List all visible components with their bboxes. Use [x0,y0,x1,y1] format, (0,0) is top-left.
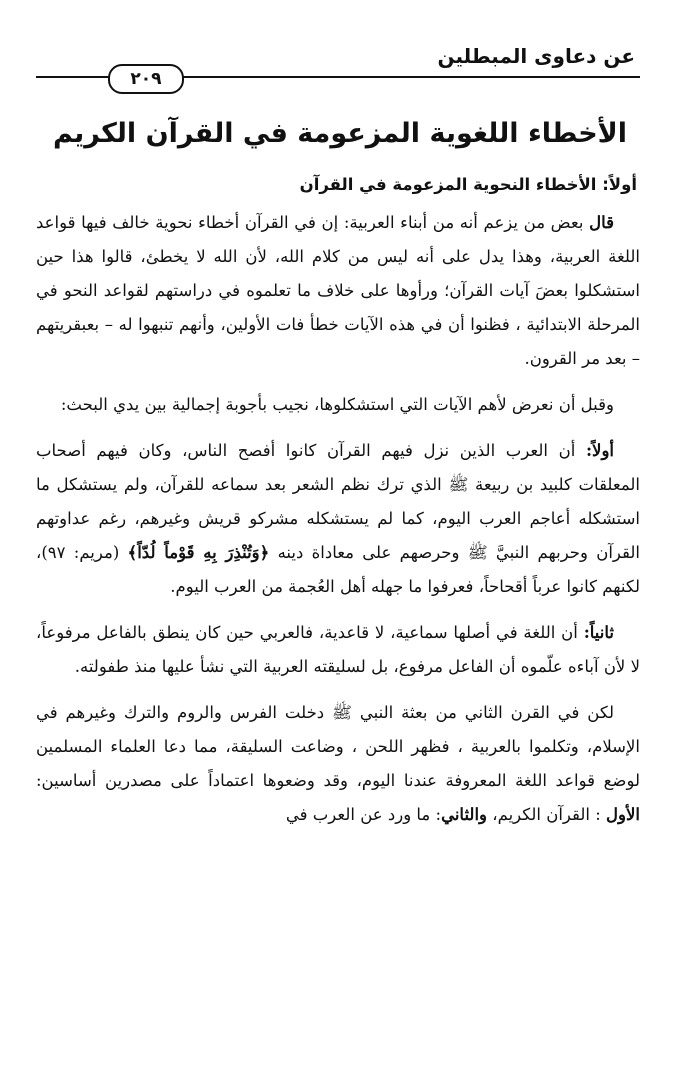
paragraph-3 [36,434,640,604]
paragraph-5-second-label: والثاني [441,805,488,824]
paragraph-2-text: وقبل أن نعرض لأهم الآيات التي استشكلوها، نجيب بأجوبة إجمالية بين يدي البحث: [60,395,614,414]
paragraph-5 [36,696,640,832]
paragraph-5-first-label: الأول [606,805,640,824]
running-header: عن دعاوى المبطلين [437,44,635,68]
paragraph-1-lead: قال [589,213,614,232]
section-heading: أولاً: الأخطاء النحوية المزعومة في القرآن [299,175,637,194]
paragraph-4 [36,616,640,684]
page-number: ٢٠٩ [108,64,184,94]
paragraph-1 [36,206,640,376]
chapter-title: الأخطاء اللغوية المزعومة في القرآن الكريم [52,118,628,149]
paragraph-4-lead: ثانياً: [583,623,614,642]
quran-verse: ﴿وَتُنْذِرَ بِهِ قَوْماً لُدّاً﴾ [127,543,270,562]
paragraph-5-middle: : القرآن الكريم، [487,805,607,824]
paragraph-5-text-before: لكن في القرن الثاني من بعثة النبي ﷺ دخلت الفرس والروم والترك وغيرهم في الإسلام، وتكلموا بالعربية ، فظهر اللحن ، وضاعت السليقة، مما دعا العلماء المسلمين لوضع قواعد اللغة المعروفة عندنا اليوم، وقد وضعوها اعتماداً على مصدرين أساسين: [36,703,640,790]
paragraph-3-text-before: أن العرب الذين نزل فيهم القرآن كانوا أفصح الناس، وكان فيهم أصحاب المعلقات كلبيد بن ربيعة ﷺ الذي ترك نظم الشعر بعد سماعه للقرآن، ولم يستشكل ما استشكله أعاجم العرب اليوم، كما لم يستشكله مشركو قريش وغيرهم، رغم عداوتهم القرآن وحربهم النبيَّ ﷺ وحرصهم على معاداة دينه [36,441,640,562]
paragraph-5-text-after: : ما ورد عن العرب في [285,805,442,824]
paragraph-3-lead: أولاً: [585,441,614,460]
paragraph-4-text: أن اللغة في أصلها سماعية، لا قاعدية، فالعربي حين كان ينطق بالفاعل مرفوعاً، لا لأن آباءه علّموه أن الفاعل مرفوع، بل لسليقته العربية التي نشأ عليها منذ طفولته. [36,623,640,676]
paragraph-3-text-after: (مريم: ٩٧)، لكنهم كانوا عرباً أقحاحاً، فعرفوا ما جهله أهل العُجمة من العرب اليوم. [36,543,640,596]
paragraph-2 [36,388,640,422]
paragraph-1-text: بعض من يزعم أنه من أبناء العربية: إن في القرآن أخطاء نحوية خالف فيها قواعد اللغة العربية، وهذا يدل على أنه ليس من كلام الله، لأن الله لا يخطئ، قالوا هذا حين استشكلوا بعضَ آيات القرآن؛ ورأوها على خلاف ما تعلموه في دراستهم لقواعد النحو في المرحلة الابتدائية ، فظنوا أن في هذه الآيات خطأ فات الأولين، وأنهم تنبهوا له – بعبقريتهم – بعد مر القرون. [36,213,640,368]
body-text [36,206,640,832]
